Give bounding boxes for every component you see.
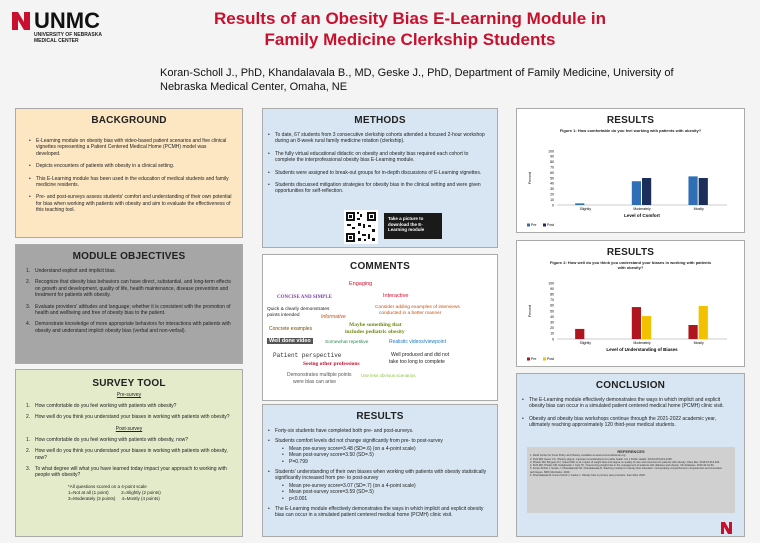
references-heading: REFERENCES bbox=[617, 449, 645, 454]
qr-code-icon bbox=[344, 210, 378, 244]
chart2-legend-swatch bbox=[527, 358, 530, 361]
results-text-panel bbox=[262, 404, 498, 537]
chart1-bar bbox=[642, 178, 651, 205]
methods-panel bbox=[262, 108, 498, 248]
chart1-ytick: 90 bbox=[550, 154, 554, 159]
comment-word: points intended bbox=[267, 313, 300, 318]
chart2-legend-swatch bbox=[543, 358, 546, 361]
chart2-ylabel: Percent bbox=[528, 304, 532, 318]
comment-word: Well produced and did not bbox=[391, 352, 450, 358]
comment-word: Patient perspective bbox=[273, 352, 342, 359]
objective-item: 3. Evaluate providers' attitudes and language; whether it is consistent with the promotion of health and wellbeing and free of obesity bias to the patient. bbox=[26, 304, 234, 317]
comment-word: Informative bbox=[321, 314, 346, 320]
chart1-bar bbox=[575, 203, 584, 205]
references-list bbox=[530, 454, 732, 477]
chart2-ytick: 100 bbox=[548, 281, 554, 286]
chart2-ytick: 50 bbox=[550, 309, 554, 314]
results-subitem: • Mean post-survey score=3.50 (SD=.5) bbox=[281, 452, 489, 458]
comment-word: Interactive bbox=[383, 293, 409, 299]
nebraska-n-icon bbox=[10, 10, 32, 32]
chart1-figure bbox=[521, 145, 741, 231]
comment-word: CONCISE AND SIMPLE bbox=[277, 295, 333, 300]
chart2-ytick: 60 bbox=[550, 303, 554, 308]
results-item-text: Students' understanding of their own biases when working with patients with obesity statistically significantly increased from pre- to post-survey bbox=[275, 469, 487, 482]
pre-survey-label: Pre-survey bbox=[116, 392, 142, 398]
reference-item: 6. Khandalavala B, Koran-Scholl J, Geske J. Obesity bias in primary care providers. Fam Med. 2020. bbox=[530, 474, 646, 478]
footer-n-icon bbox=[721, 522, 732, 534]
methods-heading: METHODS bbox=[354, 115, 406, 126]
logo-subtitle: UNIVERSITY OF NEBRASKA MEDICAL CENTER bbox=[34, 32, 102, 44]
results-item-text: Students comfort levels did not change significantly from pre- to post-survey bbox=[275, 438, 443, 445]
chart1-ytick: 50 bbox=[550, 176, 554, 181]
chart1-ytick: 0 bbox=[552, 203, 554, 208]
objectives-panel bbox=[15, 244, 243, 364]
comments-heading: COMMENTS bbox=[350, 261, 410, 272]
results-chart1-panel bbox=[516, 108, 745, 233]
chart2-ytick: 30 bbox=[550, 320, 554, 325]
objective-item: 4. Demonstrate knowledge of more appropriate behaviors for interactions with patients with obesity and understand implicit obesity bias (verbal and non-verbal). bbox=[26, 321, 234, 334]
results-list bbox=[267, 428, 489, 519]
chart1-xlabel: Level of Comfort bbox=[624, 213, 660, 218]
results-chart2-panel bbox=[516, 240, 745, 367]
conclusion-item: • The E-Learning module effectively demonstrates the ways in which implicit and explicit obesity bias can occur in a simulated patient centered medical home (PCMH) clinic visit. bbox=[521, 397, 736, 410]
comment-word: were bias can arise bbox=[293, 379, 337, 385]
post-survey-label: Post-survey bbox=[115, 425, 143, 432]
chart1-title: Figure 1: How comfortable do you feel working with patients with obesity? bbox=[559, 128, 702, 133]
background-item: • Pre- and post-surveys assess students' comfort and understanding of their own potential for bias when working with patients with obesity and aim to evaluate the effectiveness of this teaching tool. bbox=[28, 194, 232, 213]
methods-item: • To date, 67 students from 3 consecutive clerkship cohorts attended a focused 2-hour workshop during an 8-week rural family medicine rotation (clerkship). bbox=[267, 132, 489, 145]
chart1-ytick: 60 bbox=[550, 170, 554, 175]
results-item bbox=[267, 428, 489, 434]
objectives-heading: MODULE OBJECTIVES bbox=[72, 251, 186, 262]
chart2-ytick: 40 bbox=[550, 314, 554, 319]
results-subitem: • P=0.799 bbox=[281, 459, 489, 465]
pre-survey-question: 1. How comfortable do you feel working with patients with obesity? bbox=[26, 403, 234, 409]
results-sublist bbox=[275, 446, 489, 465]
chart1-ytick: 80 bbox=[550, 160, 554, 165]
chart1-bar bbox=[632, 181, 641, 205]
results-item-text: Forty-six students have completed both pre- and post-surveys. bbox=[275, 428, 414, 434]
authors-line: Koran-Scholl J., PhD, Khandalavala B., MD, Geske J., PhD, Department of Family Medicine, University of Nebraska Medical Center, Omaha, NE bbox=[160, 67, 674, 93]
poster-title: Results of an Obesity Bias E-Learning Module in Family Medicine Clerkship Students bbox=[213, 9, 606, 49]
chart1-ytick: 10 bbox=[550, 197, 554, 202]
objectives-list bbox=[26, 268, 234, 334]
reference-item: 5. Koran-Scholl J, Geske J, Khandalavala KR, Khandalavala B. Teaching module for obesity bias education: incorporating comprehensive competencies and innovative techniques. BMC Med Educ. 2020. bbox=[530, 467, 722, 474]
reference-item: 3. Phelan SM, Burgess DJ, Yeazel MW, et al. Impact of weight bias and stigma on quality of care and outcomes for patients with obesity. Obes Rev. 2015;16:319-326. bbox=[530, 460, 720, 464]
chart2-xtick: Moderately bbox=[633, 341, 651, 345]
background-panel bbox=[15, 108, 243, 238]
chart2-ytick: 10 bbox=[550, 331, 554, 336]
results-item bbox=[267, 469, 489, 502]
comment-word: Seeing other professions bbox=[303, 361, 360, 367]
comment-word: Concrete examples bbox=[269, 326, 313, 332]
chart1-legend-label: Post bbox=[547, 223, 555, 227]
background-heading: BACKGROUND bbox=[91, 115, 167, 126]
comment-word: Maybe something that bbox=[349, 322, 402, 328]
logo-word: UNMC bbox=[34, 8, 100, 33]
chart1-legend-label: Pre bbox=[531, 223, 537, 227]
chart2-figure bbox=[521, 277, 741, 365]
results-chart2-heading: RESULTS bbox=[606, 247, 655, 258]
chart1-bar bbox=[699, 178, 708, 205]
conclusion-item: • Obesity and obesity bias workshops continue through the 2021-2022 academic year, ultimately reaching approximately 120 third-year medical students. bbox=[521, 416, 736, 429]
results-subitem: • Mean pre-survey score=3.07 (SD=.7) (on a 4-point scale) bbox=[281, 483, 489, 489]
pre-survey-list bbox=[26, 403, 234, 421]
comment-word: take too long to complete bbox=[389, 359, 445, 365]
qr-code[interactable] bbox=[344, 210, 378, 244]
chart2-xtick: Slightly bbox=[579, 341, 591, 345]
chart2-xtick: Mostly bbox=[693, 341, 704, 345]
results-item bbox=[267, 506, 489, 519]
chart2-bar bbox=[575, 329, 584, 339]
comments-panel bbox=[262, 254, 498, 401]
chart2-ytick: 20 bbox=[550, 326, 554, 331]
chart1-ytick: 20 bbox=[550, 192, 554, 197]
post-survey-question: 1. How comfortable do you feel working with patients with obesity, now? bbox=[26, 437, 234, 443]
background-list bbox=[28, 138, 232, 214]
chart1-xtick: Mostly bbox=[693, 207, 704, 211]
chart2-ytick: 90 bbox=[550, 286, 554, 291]
objective-item: 2. Recognize that obesity bias behaviors can have direct, substantial, and long-term effects on growth and development, quality of life, health maintenance, disease prevention and treatment for patients with obesity. bbox=[26, 279, 234, 298]
chart1-ytick: 100 bbox=[548, 149, 554, 154]
comment-word: conducted in a better manner bbox=[379, 311, 442, 316]
chart1-xtick: Moderately bbox=[633, 207, 651, 211]
results-subitem: • Mean post-survey score=3.59 (SD=.5) bbox=[281, 489, 489, 495]
objective-item: 1. Understand explicit and implicit bias. bbox=[26, 268, 234, 274]
conclusion-list bbox=[521, 397, 736, 429]
results-item-text: The E-Learning module effectively demonstrates the ways in which implicit and explicit obesity bias can occur in a simulated patient centered medical home (PCMH) clinic visit. bbox=[275, 506, 484, 519]
scale-note: *All questions scored on a 4-point scale 1=Not at all (1 point) 2=Slightly (2 points) 3=Moderately (3 points) 4=Mostly (4 points) bbox=[68, 483, 161, 501]
comment-word: Realistic videos/viewpoint bbox=[389, 339, 446, 345]
post-survey-list bbox=[26, 437, 234, 479]
methods-item: • Students were assigned to break-out groups for in-depth discussions of E-Learning vignettes. bbox=[267, 170, 489, 176]
qr-caption: Take a picture to download the E-Learning module bbox=[384, 213, 442, 239]
methods-item: • Students discussed mitigation strategies for obesity bias in the clinical setting and were given opportunities for self-reflection. bbox=[267, 182, 489, 195]
chart2-xlabel: Level of Understanding of Biases bbox=[606, 347, 678, 352]
background-item: • This E-Learning module has been used in the education of medical students and family medicine residents. bbox=[28, 176, 232, 189]
comment-word: Consider adding examples of interviews bbox=[375, 305, 460, 310]
post-survey-question: 3. To what degree will what you have learned today impact your approach to working with people with obesity? bbox=[26, 466, 234, 479]
pre-survey-question: 2. How well do you think you understand your biases in working with patients with obesity? bbox=[26, 414, 234, 420]
comment-word: Use less obvious scenarios bbox=[361, 373, 416, 378]
conclusion-heading: CONCLUSION bbox=[595, 380, 666, 391]
comment-word: Engaging bbox=[349, 281, 373, 287]
results-sublist bbox=[275, 483, 489, 502]
reference-item: 1. Rudd Center for Food Policy and Obesity. Available at www.uconnruddcenter.org. bbox=[530, 454, 627, 458]
chart1-ytick: 70 bbox=[550, 165, 554, 170]
methods-list bbox=[267, 132, 489, 195]
comment-word: Well done video bbox=[269, 338, 311, 344]
comments-word-cloud bbox=[263, 255, 499, 402]
references-box bbox=[527, 447, 735, 513]
chart1-bar bbox=[688, 176, 697, 205]
survey-heading: SURVEY TOOL bbox=[92, 378, 166, 389]
chart2-legend-label: Post bbox=[547, 357, 555, 361]
reference-item: 2. Puhl RM, Heuer CA. Obesity stigma: important considerations for public health. Am J Public Health. 2010;100:1019-1028. bbox=[530, 457, 673, 461]
comment-word: Demonstrates multiple points bbox=[287, 372, 352, 378]
comment-word: Somewhat repetitive bbox=[325, 340, 369, 345]
results-chart1-heading: RESULTS bbox=[606, 115, 655, 126]
comment-word: Quick & clearly demonstrates bbox=[267, 307, 330, 312]
unmc-logo bbox=[10, 8, 130, 56]
chart2-ytick: 70 bbox=[550, 298, 554, 303]
chart2-bar bbox=[688, 325, 697, 339]
chart2-ytick: 0 bbox=[552, 337, 554, 342]
chart2-bar bbox=[632, 307, 641, 339]
chart1-xtick: Slightly bbox=[579, 207, 591, 211]
footer-logo bbox=[720, 520, 750, 536]
post-survey-question: 2. How well do you think you understand your biases in working with patients with obesity, now? bbox=[26, 448, 234, 461]
chart2-ytick: 80 bbox=[550, 292, 554, 297]
background-item: • E-Learning module on obesity bias with video-based patient scenarios and five clinical vignettes representing a Patient Centered Medical Home (PCMH) model was developed. bbox=[28, 138, 232, 157]
chart1-ytick: 40 bbox=[550, 181, 554, 186]
results-subitem: • Mean pre-survey score=3.48 (SD=.6) (on a 4-point scale) bbox=[281, 446, 489, 452]
results-text-heading: RESULTS bbox=[356, 411, 404, 422]
chart2-title: Figure 2: How well do you think you understand your biases in working with patients with obesity? bbox=[549, 260, 712, 270]
chart2-bar bbox=[699, 306, 708, 339]
survey-panel bbox=[15, 369, 243, 537]
chart1-legend-swatch bbox=[543, 224, 546, 227]
reference-item: 4. Puhl RM, Phelan SM, Nadglowski J, Kyle TK. Overcoming weight bias in the management of patients with diabetes and obesity. Clin Diabetes. 2016;34:44-50. bbox=[530, 464, 715, 468]
chart2-bar bbox=[642, 316, 651, 339]
chart1-ylabel: Percent bbox=[528, 171, 532, 185]
chart2-legend-label: Pre bbox=[531, 357, 537, 361]
results-item bbox=[267, 438, 489, 465]
methods-item: • The fully virtual educational didactic on obesity and obesity bias required each cohort to complete the interprofessional obesity bias E-Learning module. bbox=[267, 151, 489, 164]
comment-word: includes pediatric obesity bbox=[345, 329, 405, 335]
chart1-ytick: 30 bbox=[550, 187, 554, 192]
results-subitem: • p<0.001 bbox=[281, 496, 489, 502]
background-item: • Depicts encounters of patients with obesity in a clinical setting. bbox=[28, 163, 232, 169]
chart1-legend-swatch bbox=[527, 224, 530, 227]
